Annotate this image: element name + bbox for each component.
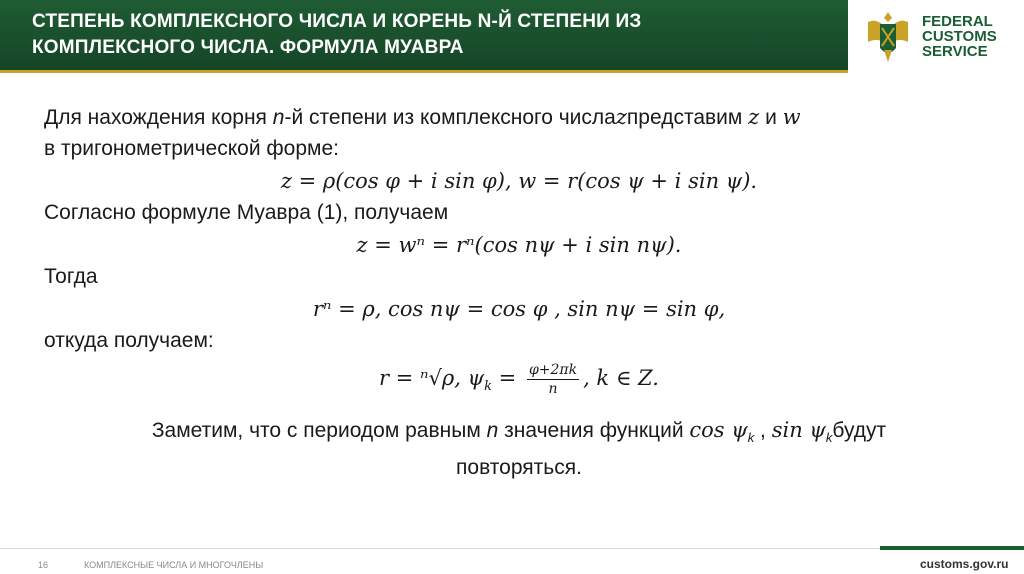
eagle-emblem-icon [862,8,914,66]
paragraph-periodicity-line2: повторяться. [456,456,582,480]
paragraph-intro-line2: в тригонометрической форме: [44,137,339,160]
logo-line-3: SERVICE [922,43,988,60]
paragraph-moivre: Согласно формуле Муавра (1), получаем [44,201,449,224]
equation-moivre: z = wⁿ = rⁿ(cos nψ + i sin nψ). [356,233,682,257]
slide-header [0,0,1024,75]
footer-divider [0,548,1024,549]
paragraph-hence: откуда получаем: [44,329,214,352]
course-title: КОМПЛЕКСНЫЕ ЧИСЛА И МНОГОЧЛЕНЫ [84,560,264,570]
title-line-1: СТЕПЕНЬ КОМПЛЕКСНОГО ЧИСЛА И КОРЕНЬ N-Й СТЕПЕНИ ИЗ [32,11,642,32]
equation-roots: r = ⁿ√ρ, $\psi_k$ = $\frac{\varphi+2\pi k}{n}$ , k ∈ Z. [379,362,659,397]
slide-body [44,100,994,483]
site-url: customs.gov.ru [920,557,1009,571]
fcs-logo [862,6,1012,68]
slide-title [32,9,822,61]
title-band [0,0,848,70]
logo-line-1: FEDERAL [922,13,993,30]
title-line-2: КОМПЛЕКСНОГО ЧИСЛА. ФОРМУЛА МУАВРА [32,37,464,58]
slide-number: 16 [38,560,49,570]
paragraph-intro: Для нахождения корня n-й степени из комплексного числаzпредставим z и w [44,105,801,129]
logo-line-2: CUSTOMS [922,28,997,45]
slide-footer [0,548,1024,574]
title-divider [0,70,848,73]
footer-accent [880,546,1024,550]
paragraph-periodicity: Заметим, что с периодом равным n значения функций $\cos \psi_k$ , $\sin \psi_kбудут$ [151,418,887,446]
logo-wordmark [922,14,1012,59]
equation-conditions: rⁿ = ρ, cos nψ = cos φ , sin nψ = sin φ, [312,297,726,321]
paragraph-then: Тогда [44,265,98,288]
fraction: $\frac{\varphi+2\pi k}{n}$ [528,362,578,397]
equation-trig-forms: z = ρ(cos φ + i sin φ), w = r(cos ψ + i sin ψ). [280,169,758,193]
